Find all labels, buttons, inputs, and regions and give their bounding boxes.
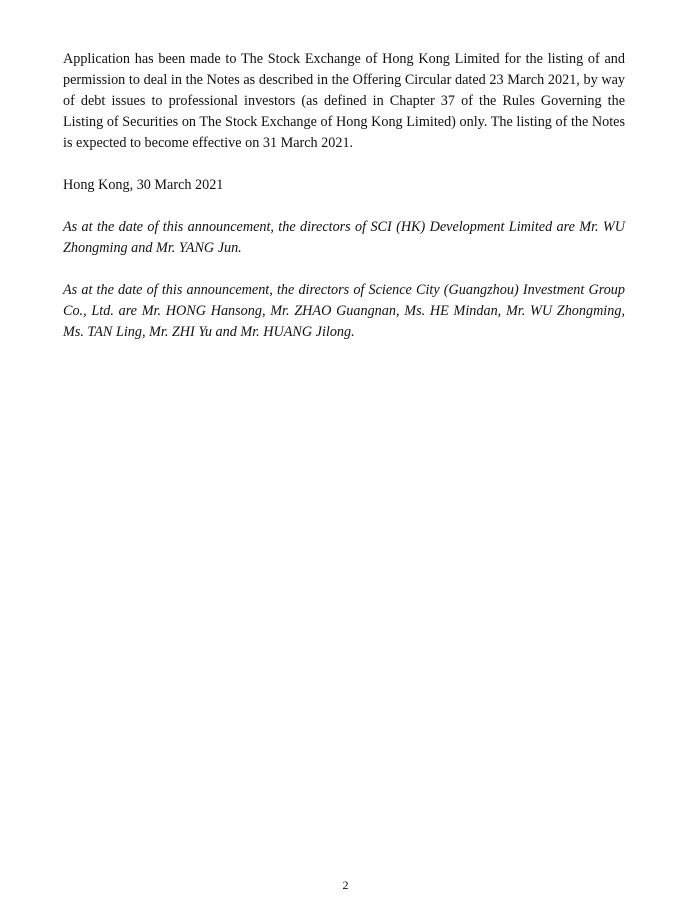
page-number: 2 — [342, 878, 349, 892]
listing-application-paragraph: Application has been made to The Stock Exchange of Hong Kong Limited for the listing of and permission to deal in the Notes as described in the Offering Circular dated 23 March 2021, by way of debt issues to professional investors (as defined in Chapter 37 of the Rules Governing the Listing of Securities on The Stock Exchange of Hong Kong Limited) only. The listing of the Notes is expected to become effective on 31 March 2021. — [63, 51, 625, 151]
dateline: Hong Kong, 30 March 2021 — [63, 177, 224, 193]
science-city-directors-paragraph: As at the date of this announcement, the directors of Science City (Guangzhou) Investment Group Co., Ltd. are Mr. HONG Hansong, Mr. ZHAO Guangnan, Ms. HE Mindan, Mr. WU Zhongming, Ms. TAN Ling, Mr. ZHI Yu and Mr. HUANG Jilong. — [63, 282, 625, 340]
document-body — [63, 49, 625, 364]
sci-hk-directors-paragraph: As at the date of this announcement, the directors of SCI (HK) Development Limited are Mr. WU Zhongming and Mr. YANG Jun. — [63, 219, 625, 256]
